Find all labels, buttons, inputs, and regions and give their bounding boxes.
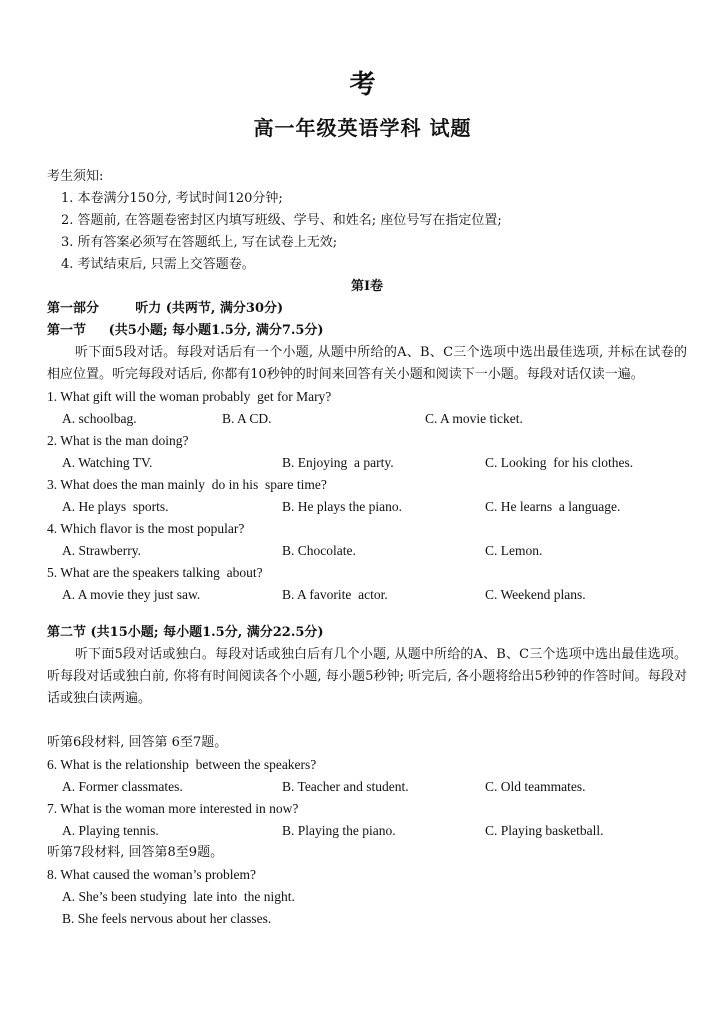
question-block [47, 430, 687, 474]
question-block [47, 562, 687, 606]
notice-heading: 考生须知: [47, 169, 104, 184]
option-a: A. schoolbag. [62, 411, 137, 426]
question-block [47, 474, 687, 518]
question-text: 5. What are the speakers talking about? [47, 565, 263, 580]
option-b: B. Enjoying a party. [282, 455, 394, 470]
question-text: 1. What gift will the woman probably get for Mary? [47, 389, 332, 404]
page-title: 考 [349, 70, 376, 100]
section2-heading: 第二节 (共15小题; 每小题1.5分, 满分22.5分) [47, 625, 324, 640]
option-b: B. Playing the piano. [282, 823, 396, 838]
option-c: C. Playing basketball. [485, 823, 604, 838]
options-row [47, 408, 687, 430]
option-c: C. He learns a language. [485, 499, 621, 514]
option-b: B. A favorite actor. [282, 587, 388, 602]
notice-item: 4. 考试结束后, 只需上交答题卷。 [61, 257, 255, 272]
volume-heading: 第Ⅰ卷 [350, 279, 384, 294]
question-text: 3. What does the man mainly do in his spare time? [47, 477, 327, 492]
question-block [47, 864, 687, 930]
section1-heading: 第一节 (共5小题; 每小题1.5分, 满分7.5分) [47, 323, 324, 338]
option-a: A. Strawberry. [62, 543, 141, 558]
part1-heading: 第一部分 听力 (共两节, 满分30分) [47, 301, 284, 316]
question-text: 6. What is the relationship between the speakers? [47, 757, 317, 772]
question-block [47, 386, 687, 430]
question-block [47, 798, 687, 842]
options-row [47, 540, 687, 562]
spacer [47, 710, 687, 732]
option-a: A. She’s been studying late into the night. [62, 889, 295, 904]
options-row [47, 820, 687, 842]
question-text: 8. What caused the woman’s problem? [47, 867, 256, 882]
option-a: A. Playing tennis. [62, 823, 159, 838]
option-a: A. He plays sports. [62, 499, 169, 514]
option-a: A. Former classmates. [62, 779, 183, 794]
option-b: B. He plays the piano. [282, 499, 402, 514]
question-block [47, 518, 687, 562]
option-a: A. Watching TV. [62, 455, 153, 470]
option-a: A. A movie they just saw. [62, 587, 201, 602]
option-row [47, 886, 687, 908]
option-b: B. She feels nervous about her classes. [62, 911, 272, 926]
notice-item: 3. 所有答案必须写在答题纸上, 写在试卷上无效; [61, 235, 338, 250]
option-c: C. Old teammates. [485, 779, 586, 794]
section2-instructions: 听下面5段对话或独白。每段对话或独白后有几个小题, 从题中所给的A、B、C三个选项中选出最佳选项。听每段对话或独白前, 你将有时间阅读各个小题, 每小题5秒钟; 听完后, 各小题将给出5秒钟的作答时间。每段对话或独白读两遍。 [47, 647, 687, 706]
question-text: 2. What is the man doing? [47, 433, 189, 448]
section1-instructions: 听下面5段对话。每段对话后有一个小题, 从题中所给的A、B、C三个选项中选出最佳选项, 并标在试卷的相应位置。听完每段对话后, 你都有10秒钟的时间来回答有关小题和阅读下一小题。每段对话仅读一遍。 [47, 345, 687, 382]
option-c: C. A movie ticket. [425, 411, 523, 426]
question-text: 4. Which flavor is the most popular? [47, 521, 245, 536]
options-row [47, 584, 687, 606]
option-b: B. A CD. [222, 411, 272, 426]
notice-item: 2. 答题前, 在答题卷密封区内填写班级、学号、和姓名; 座位号写在指定位置; [61, 213, 502, 228]
exam-content [47, 166, 687, 930]
exam-subtitle: 高一年级英语学科 试题 [253, 116, 472, 140]
option-c: C. Lemon. [485, 543, 543, 558]
option-c: C. Looking for his clothes. [485, 455, 634, 470]
spacer [47, 606, 687, 622]
question-block [47, 754, 687, 798]
options-row [47, 496, 687, 518]
option-b: B. Teacher and student. [282, 779, 409, 794]
options-row [47, 776, 687, 798]
material-7-note: 听第7段材料, 回答第8至9题。 [47, 845, 224, 860]
option-c: C. Weekend plans. [485, 587, 586, 602]
option-b: B. Chocolate. [282, 543, 356, 558]
notice-item: 1. 本卷满分150分, 考试时间120分钟; [61, 191, 283, 206]
option-row [47, 908, 687, 930]
material-6-note: 听第6段材料, 回答第 6至7题。 [47, 735, 228, 750]
question-text: 7. What is the woman more interested in now? [47, 801, 299, 816]
options-row [47, 452, 687, 474]
